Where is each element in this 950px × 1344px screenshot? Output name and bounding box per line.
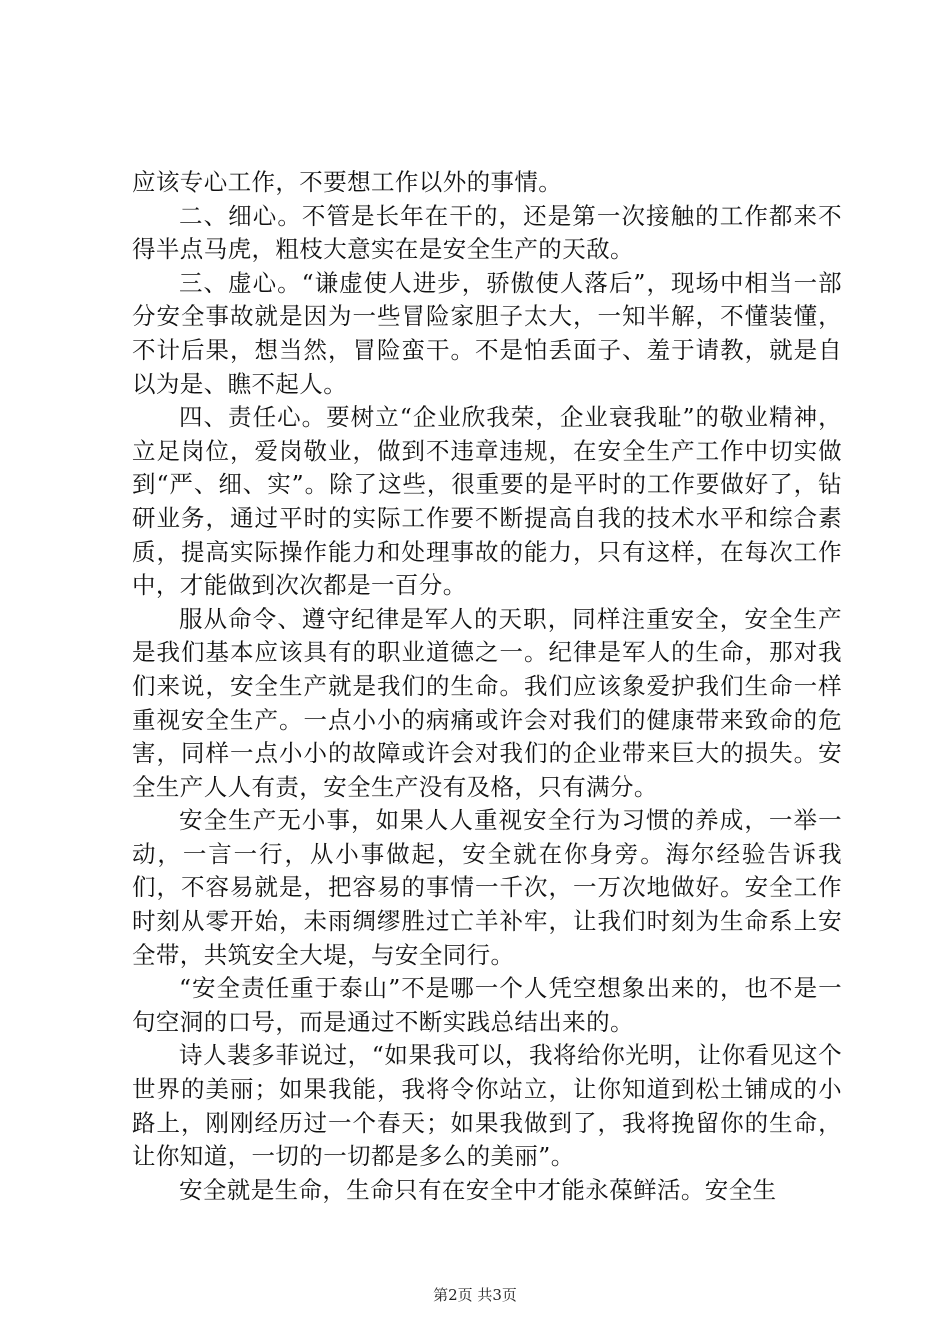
paragraph-safety-is-life: 安全就是生命，生命只有在安全中才能永葆鲜活。安全生 (179, 1175, 777, 1204)
body-text (132, 166, 842, 1207)
paragraph-no-small-matters: 安全生产无小事，如果人人重视安全行为习惯的养成，一举一动，一言一行，从小事做起，安全就在你身旁。海尔经验告诉我们，不容易就是，把容易的事情一千次，一万次地做好。安全工作时刻从零开始，未雨绸缪胜过亡羊补牢，让我们时刻为生命系上安全带，共筑安全大堤，与安全同行。 (132, 806, 842, 969)
paragraph-responsibility-quote: “安全责任重于泰山”不是哪一个人凭空想象出来的，也不是一句空洞的口号，而是通过不断实践总结出来的。 (132, 974, 842, 1036)
paragraph-poet-quote: 诗人裴多菲说过，“如果我可以，我将给你光明，让你看见这个世界的美丽；如果我能，我将令你站立，让你知道到松土铺成的小路上，刚刚经历过一个春天；如果我做到了，我将挽留你的生命，让你知道，一切的一切都是多么的美丽”。 (132, 1041, 842, 1171)
paragraph-continuation: 应该专心工作，不要想工作以外的事情。 (132, 168, 563, 196)
paragraph-responsibility: 四、责任心。要树立“企业欣我荣，企业衰我耻”的敬业精神，立足岗位，爱岗敬业，做到不违章违规，在安全生产工作中切实做到“严、细、实”。除了这些，很重要的是平时的工作要做好了，钻研业务，通过平时的实际工作要不断提高自我的技术水平和综合素质，提高实际操作能力和处理事故的能力，只有这样，在每次工作中，才能做到次次都是一百分。 (132, 403, 842, 600)
paragraph-discipline: 服从命令、遵守纪律是军人的天职，同样注重安全，安全生产是我们基本应该具有的职业道德之一。纪律是军人的生命，那对我们来说，安全生产就是我们的生命。我们应该象爱护我们生命一样重视安全生产。一点小小的病痛或许会对我们的健康带来致命的危害，同样一点小小的故障或许会对我们的企业带来巨大的损失。安全生产人人有责，安全生产没有及格，只有满分。 (132, 604, 842, 801)
page-number-footer: 第2页 共3页 (433, 1286, 517, 1304)
paragraph-modesty: 三、虚心。“谦虚使人进步，骄傲使人落后”，现场中相当一部分安全事故就是因为一些冒险家胆子太大，一知半解，不懂装懂，不计后果，想当然，冒险蛮干。不是怕丢面子、羞于请教，就是自以为是、瞧不起人。 (132, 268, 842, 398)
paragraph-carefulness: 二、细心。不管是长年在干的，还是第一次接触的工作都来不得半点马虎，粗枝大意实在是安全生产的天敌。 (132, 201, 842, 264)
